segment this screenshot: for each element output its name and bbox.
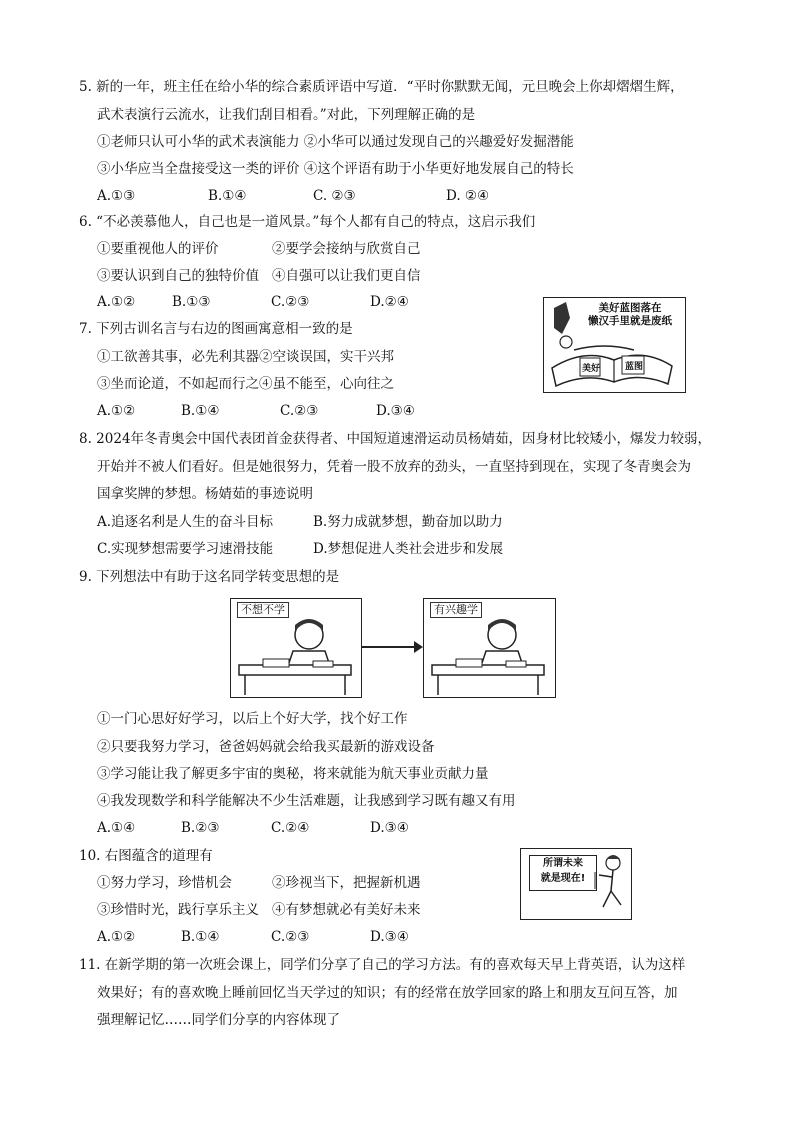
q6-option-d[interactable]: D.②④ <box>370 294 409 310</box>
q7-book-right-label: 蓝图 <box>625 362 644 372</box>
q11-stem-line2: 效果好；有的喜欢晚上睡前回忆当天学过的知识；有的经常在放学回家的路上和朋友互问互答，加 <box>97 985 678 1001</box>
q9-panel-after-label: 有兴趣学 <box>430 602 482 618</box>
q7-option-b[interactable]: B.①④ <box>181 403 220 419</box>
q8-stem-line1: 8. 2024年冬青奥会中国代表团首金获得者、中国短道速滑运动员杨婧茹，因身材比较矮小，爆发力较弱， <box>79 431 712 447</box>
q6-statement-1: ①要重视他人的评价 <box>97 241 219 257</box>
q7-option-c[interactable]: C.②③ <box>280 403 319 419</box>
q5-option-a[interactable]: A.①③ <box>97 188 136 204</box>
q5-option-b[interactable]: B.①④ <box>208 188 247 204</box>
q6-statement-4: ④自强可以让我们更自信 <box>272 268 421 284</box>
q10-option-b[interactable]: B.①④ <box>181 929 220 945</box>
q9-statement-2: ②只要我努力学习，爸爸妈妈就会给我买最新的游戏设备 <box>97 739 435 755</box>
q5-stem-line1: 5. 新的一年，班主任在给小华的综合素质评语中写道．“平时你默默无闻，元旦晚会上你却熠熠生辉， <box>79 79 684 95</box>
q8-stem-line2: 开始并不被人们看好。但是她很努力，凭着一股不放弃的劲头，一直坚持到现在，实现了冬青奥会为 <box>97 459 691 475</box>
q9-option-c[interactable]: C.②④ <box>271 820 310 836</box>
q10-statement-3: ③珍惜时光，践行享乐主义 <box>97 902 259 918</box>
q5-stem-line2: 武术表演行云流水，让我们刮目相看。”对此，下列理解正确的是 <box>97 107 476 123</box>
q7-option-a[interactable]: A.①② <box>97 403 136 419</box>
q7-lazy-man-cartoon <box>543 297 686 393</box>
q9-option-b[interactable]: B.②③ <box>181 820 220 836</box>
q9-statement-1: ①一门心思好好学习，以后上个好大学，找个好工作 <box>97 711 408 727</box>
q10-stem: 10. 右图蕴含的道理有 <box>79 848 213 864</box>
q9-statement-4: ④我发现数学和科学能解决不少生活难题，让我感到学习既有趣又有用 <box>97 793 516 809</box>
q10-option-d[interactable]: D.③④ <box>370 929 409 945</box>
q5-option-d[interactable]: D. ②④ <box>446 188 490 204</box>
q10-statement-2: ②珍视当下，把握新机遇 <box>272 875 421 891</box>
q9-panel-before <box>230 598 362 698</box>
q7-cartoon-caption <box>588 302 672 328</box>
q10-future-is-now-cartoon <box>520 848 632 920</box>
q8-option-b[interactable]: B.努力成就梦想，勤奋加以助力 <box>313 514 503 530</box>
q6-statement-2: ②要学会接纳与欣赏自己 <box>272 241 421 257</box>
q11-stem-line3: 强理解记忆……同学们分享的内容体现了 <box>97 1012 340 1028</box>
q9-panel-before-label: 不想不学 <box>237 602 289 618</box>
arrow-right-icon <box>414 641 423 653</box>
q6-option-a[interactable]: A.①② <box>97 294 136 310</box>
q7-option-d[interactable]: D.③④ <box>376 403 415 419</box>
q8-stem-line3: 国拿奖牌的梦想。杨婧茹的事迹说明 <box>97 486 313 502</box>
q5-statements-1: ①老师只认可小华的武术表演能力 ②小华可以通过发现自己的兴趣爱好发掘潜能 <box>97 134 574 150</box>
q9-statement-3: ③学习能让我了解更多宇宙的奥秘，将来就能为航天事业贡献力量 <box>97 766 489 782</box>
q7-caption-line2: 懒汉手里就是废纸 <box>588 315 672 327</box>
q7-caption-line1: 美好蓝图落在 <box>598 302 662 314</box>
q8-option-c[interactable]: C.实现梦想需要学习速滑技能 <box>97 541 274 557</box>
q9-option-a[interactable]: A.①④ <box>97 820 136 836</box>
q9-panel-after <box>423 598 556 698</box>
q10-sign-line2: 就是现在! <box>540 873 586 884</box>
q7-statements-1: ①工欲善其事，必先利其器②空谈误国，实干兴邦 <box>97 349 394 365</box>
q6-option-c[interactable]: C.②③ <box>271 294 310 310</box>
q8-option-d[interactable]: D.梦想促进人类社会进步和发展 <box>313 541 504 557</box>
q11-stem-line1: 11. 在新学期的第一次班会课上，同学们分享了自己的学习方法。有的喜欢每天早上背英语，认为这样 <box>79 957 686 973</box>
q5-option-c[interactable]: C. ②③ <box>313 188 356 204</box>
q5-statements-2: ③小华应当全盘接受这一类的评价 ④这个评语有助于小华更好地发展自己的特长 <box>97 161 574 177</box>
q10-sign-line1: 所谓未来 <box>543 858 583 869</box>
q10-statement-4: ④有梦想就必有美好未来 <box>272 902 421 918</box>
q10-statement-1: ①努力学习，珍惜机会 <box>97 875 232 891</box>
q10-option-a[interactable]: A.①② <box>97 929 136 945</box>
q9-option-d[interactable]: D.③④ <box>370 820 409 836</box>
q7-statements-2: ③坐而论道，不如起而行之④虽不能至，心向往之 <box>97 376 394 392</box>
q10-option-c[interactable]: C.②③ <box>271 929 310 945</box>
q7-stem: 7. 下列古训名言与右边的图画寓意相一致的是 <box>79 321 353 337</box>
running-girl-icon <box>521 849 631 919</box>
q9-arrow-line <box>362 646 418 648</box>
q6-stem: 6. “不必羡慕他人，自己也是一道风景。”每个人都有自己的特点，这启示我们 <box>79 214 536 230</box>
q6-option-b[interactable]: B.①③ <box>172 294 211 310</box>
q6-statement-3: ③要认识到自己的独特价值 <box>97 268 259 284</box>
q7-book-left-label: 美好 <box>582 364 601 374</box>
q9-stem: 9. 下列想法中有助于这名同学转变思想的是 <box>79 569 340 585</box>
q8-option-a[interactable]: A.追逐名利是人生的奋斗目标 <box>97 514 274 530</box>
